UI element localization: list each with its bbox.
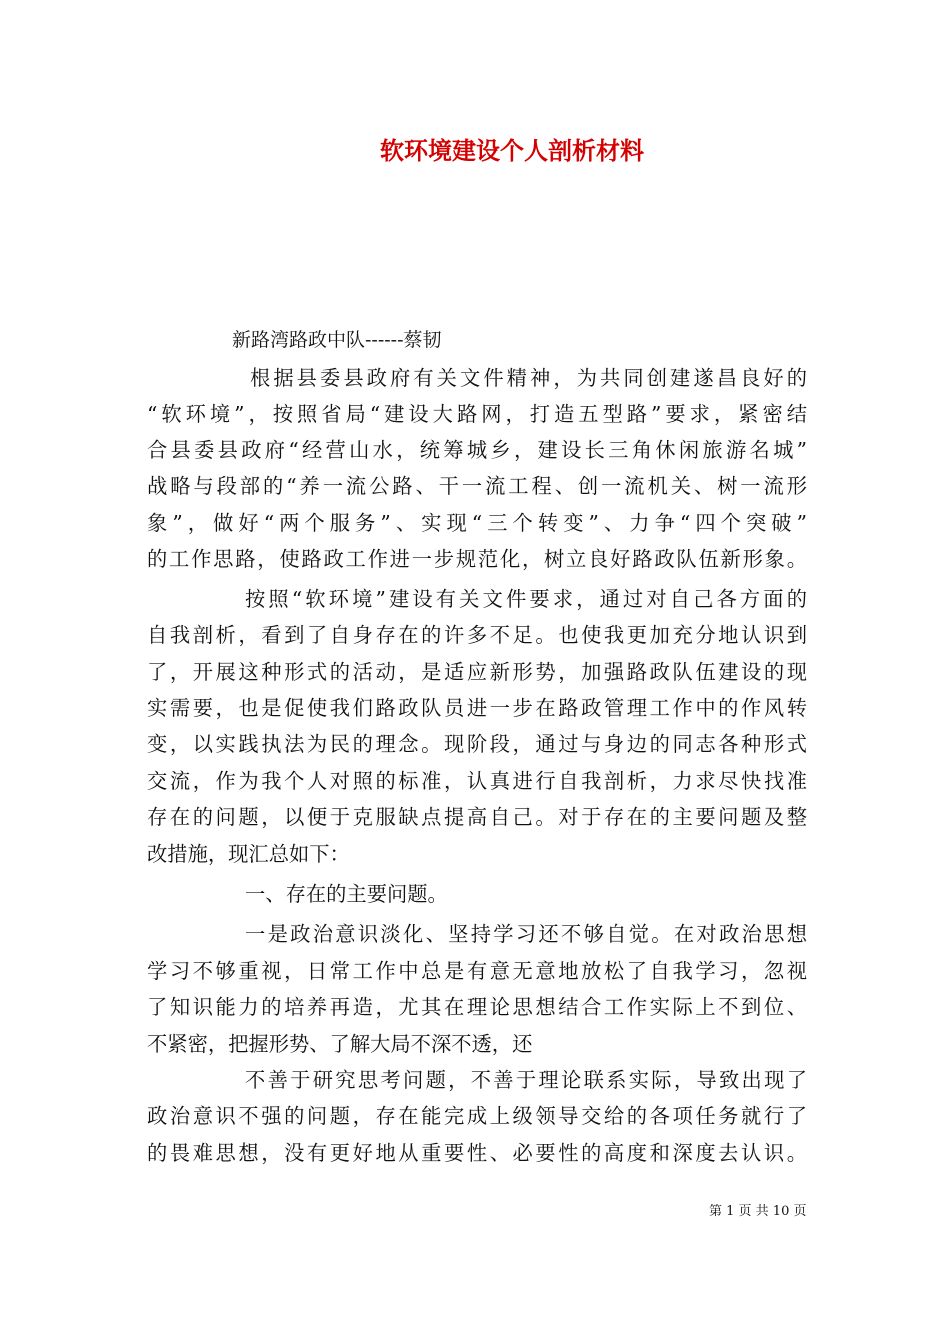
paragraph-line: 改措施，现汇总如下： xyxy=(147,842,350,866)
paragraph-line: 存在的问题，以便于克服缺点提高自己。对于存在的主要问题及整 xyxy=(147,805,807,829)
document-title: 软环境建设个人剖析材料 xyxy=(380,136,644,165)
paragraph-line: 根据县委县政府有关文件精神，为共同创建遂昌良好的 xyxy=(250,366,807,390)
paragraph-line: 合县委县政府“经营山水，统筹城乡，建设长三角休闲旅游名城” xyxy=(147,438,807,462)
paragraph-line: 变，以实践执法为民的理念。现阶段，通过与身边的同志各种形式 xyxy=(147,732,807,756)
paragraph-line: 不紧密，把握形势、了解大局不深不透，还 xyxy=(147,1032,533,1056)
paragraph-line: 的畏难思想，没有更好地从重要性、必要性的高度和深度去认识。 xyxy=(147,1141,807,1165)
paragraph-line: 了，开展这种形式的活动，是适应新形势，加强路政队伍建设的现 xyxy=(147,660,807,684)
paragraph-line: 学习不够重视，日常工作中总是有意无意地放松了自我学习，忽视 xyxy=(147,959,807,983)
paragraph-line: 不善于研究思考问题，不善于理论联系实际，导致出现了 xyxy=(245,1068,807,1092)
paragraph-line: 了知识能力的培养再造，尤其在理论思想结合工作实际上不到位、 xyxy=(147,995,807,1019)
paragraph-line: 自我剖析，看到了自身存在的许多不足。也使我更加充分地认识到 xyxy=(147,623,807,647)
paragraph-line: 象”，做好“两个服务”、实现“三个转变”、力争“四个突破” xyxy=(147,511,807,535)
paragraph-line: 的工作思路，使路政工作进一步规范化，树立良好路政队伍新形象。 xyxy=(147,547,807,571)
paragraph-line: 战略与段部的“养一流公路、干一流工程、创一流机关、树一流形 xyxy=(147,474,807,498)
section-heading: 一、存在的主要问题。 xyxy=(245,882,448,906)
paragraph-line: “软环境”，按照省局“建设大路网，打造五型路”要求，紧密结 xyxy=(147,402,807,426)
paragraph-line: 实需要，也是促使我们路政队员进一步在路政管理工作中的作风转 xyxy=(147,696,807,720)
paragraph-line: 一是政治意识淡化、坚持学习还不够自觉。在对政治思想 xyxy=(245,922,807,946)
paragraph-line: 政治意识不强的问题，存在能完成上级领导交给的各项任务就行了 xyxy=(147,1104,807,1128)
author-byline: 新路湾路政中队------蔡韧 xyxy=(232,329,442,351)
page-number: 第 1 页 共 10 页 xyxy=(709,1204,807,1219)
paragraph-line: 按照“软环境”建设有关文件要求，通过对自己各方面的 xyxy=(245,587,807,611)
paragraph-line: 交流，作为我个人对照的标准，认真进行自我剖析，力求尽快找准 xyxy=(147,769,807,793)
